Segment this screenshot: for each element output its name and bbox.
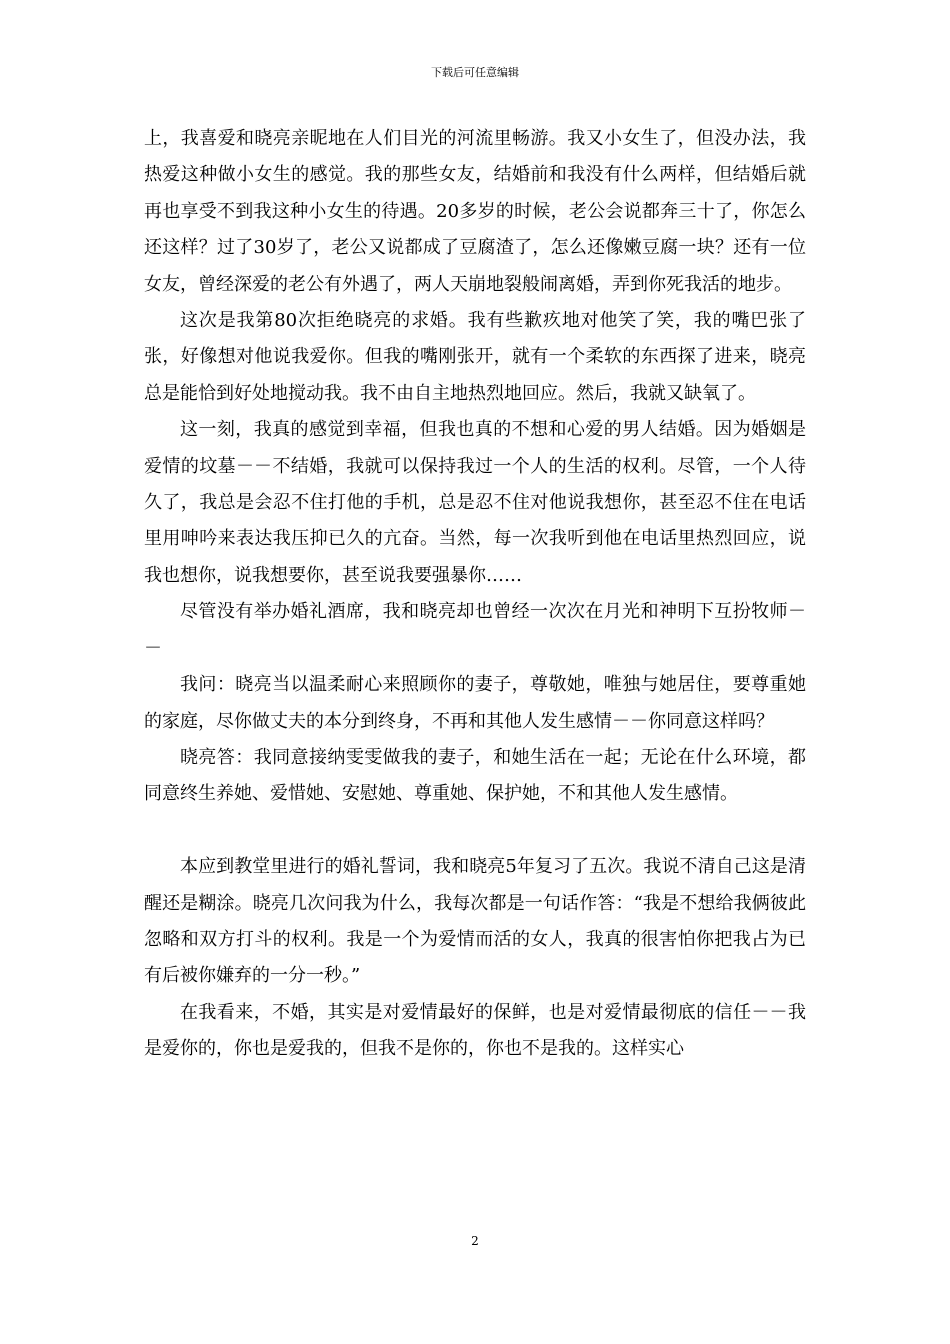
body-text (144, 121, 806, 1068)
paragraph-2: 这次是我第80次拒绝晓亮的求婚。我有些歉疚地对他笑了笑，我的嘴巴张了张，好像想对他说我爱你。但我的嘴刚张开，就有一个柔软的东西探了进来，晓亮总是能恰到好处地搅动我。我不由自主地热烈地回应。然后，我就又缺氧了。 (144, 310, 806, 404)
paragraph-3: 这一刻，我真的感觉到幸福，但我也真的不想和心爱的男人结婚。因为婚姻是爱情的坟墓－－不结婚，我就可以保持我过一个人的生活的权利。尽管，一个人待久了，我总是会忍不住打他的手机，总是忍不住对他说我想你，甚至忍不住在电话里用呻吟来表达我压抑已久的亢奋。当然，每一次我听到他在电话里热烈回应，说我也想你，说我想要你，甚至说我要强暴你…… (144, 419, 806, 586)
paragraph-7: 本应到教堂里进行的婚礼誓词，我和晓亮5年复习了五次。我说不清自己这是清醒还是糊涂。晓亮几次问我为什么，我每次都是一句话作答：“我是不想给我俩彼此忽略和双方打斗的权利。我是一个为爱情而活的女人，我真的很害怕你把我占为已有后被你嫌弃的一分一秒。” (144, 856, 806, 987)
paragraph-6: 晓亮答：我同意接纳雯雯做我的妻子，和她生活在一起；无论在什么环境，都同意终生养她、爱惜她、安慰她、尊重她、保护她，不和其他人发生感情。 (144, 746, 806, 805)
paragraph-1: 上，我喜爱和晓亮亲昵地在人们目光的河流里畅游。我又小女生了，但没办法，我热爱这种做小女生的感觉。我的那些女友，结婚前和我没有什么两样，但结婚后就再也享受不到我这种小女生的待遇。20多岁的时候，老公会说都奔三十了，你怎么还这样？过了30岁了，老公又说都成了豆腐渣了，怎么还像嫩豆腐一块？还有一位女友，曾经深爱的老公有外遇了，两人天崩地裂般闹离婚，弄到你死我活的地步。 (144, 128, 806, 295)
page-number: 2 (471, 1234, 479, 1248)
paragraph-8: 在我看来，不婚，其实是对爱情最好的保鲜，也是对爱情最彻底的信任－－我是爱你的，你也是爱我的，但我不是你的，你也不是我的。这样实心 (144, 1001, 806, 1060)
paragraph-4: 尽管没有举办婚礼酒席，我和晓亮却也曾经一次次在月光和神明下互扮牧师－－ (144, 601, 806, 659)
page-header: 下载后可任意编辑 (431, 66, 519, 79)
paragraph-5: 我问：晓亮当以温柔耐心来照顾你的妻子，尊敬她，唯独与她居住，要尊重她的家庭，尽你做丈夫的本分到终身，不再和其他人发生感情－－你同意这样吗？ (144, 674, 806, 732)
blank-line (144, 813, 806, 849)
